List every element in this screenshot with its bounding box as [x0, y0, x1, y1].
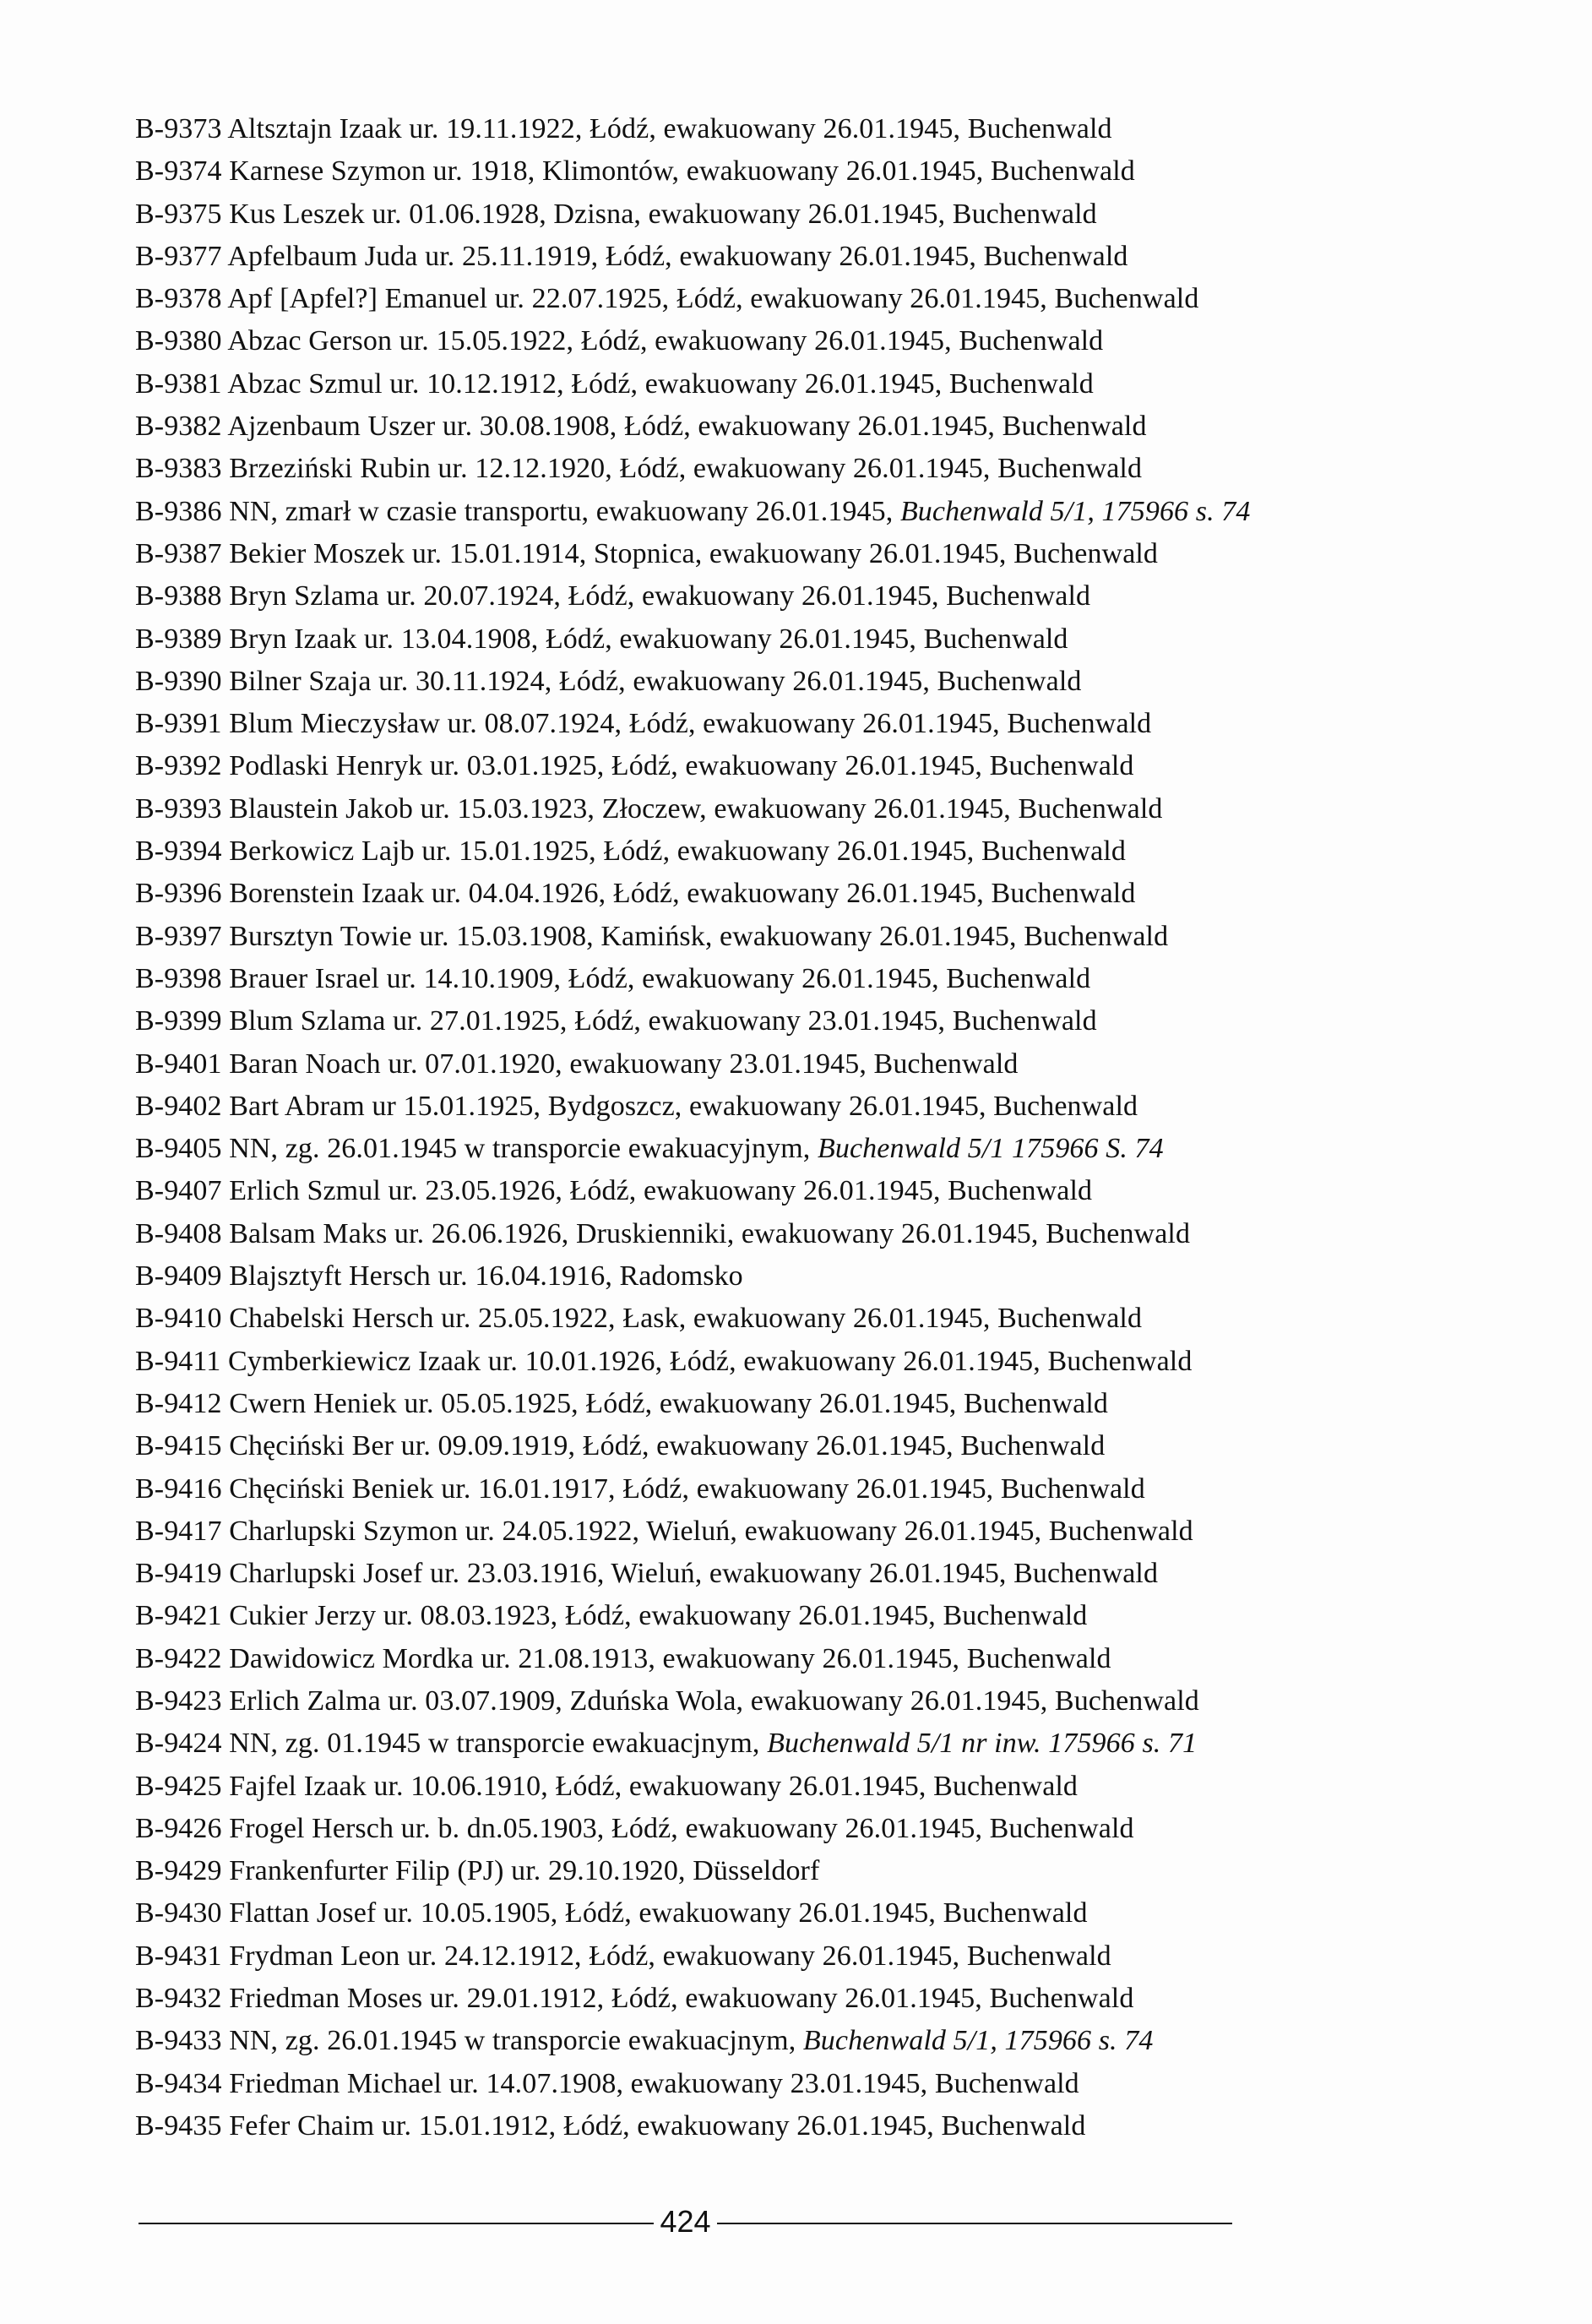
list-item	[135, 1808, 1503, 1850]
list-item	[135, 788, 1503, 830]
list-item	[135, 278, 1503, 320]
list-item	[135, 1170, 1503, 1212]
entry-text: B-9416 Chęciński Beniek ur. 16.01.1917, Łódź, ewakuowany 26.01.1945, Buchenwald	[135, 1472, 1145, 1505]
list-item	[135, 1128, 1503, 1170]
entry-text: B-9435 Fefer Chaim ur. 15.01.1912, Łódź, ewakuowany 26.01.1945, Buchenwald	[135, 2109, 1086, 2142]
list-item	[135, 193, 1503, 236]
list-item	[135, 108, 1503, 150]
list-item	[135, 1850, 1503, 1892]
list-item	[135, 1255, 1503, 1298]
list-item	[135, 405, 1503, 448]
list-item	[135, 363, 1503, 405]
list-item	[135, 1723, 1503, 1765]
list-item	[135, 1978, 1503, 2020]
list-item	[135, 2063, 1503, 2105]
list-item	[135, 1043, 1503, 1086]
list-item	[135, 703, 1503, 745]
entry-text: B-9375 Kus Leszek ur. 01.06.1928, Dzisna, ewakuowany 26.01.1945, Buchenwald	[135, 198, 1097, 230]
list-item	[135, 1680, 1503, 1723]
entry-text: B-9392 Podlaski Henryk ur. 03.01.1925, Łódź, ewakuowany 26.01.1945, Buchenwald	[135, 750, 1134, 782]
list-item	[135, 1935, 1503, 1978]
list-item	[135, 320, 1503, 362]
entry-text: B-9405 NN, zg. 26.01.1945 w transporcie ewakuacyjnym,	[135, 1133, 818, 1165]
list-item	[135, 491, 1503, 533]
entry-text: B-9383 Brzeziński Rubin ur. 12.12.1920, Łódź, ewakuowany 26.01.1945, Buchenwald	[135, 453, 1143, 485]
list-item	[135, 1425, 1503, 1467]
list-item	[135, 618, 1503, 661]
list-item	[135, 1510, 1503, 1553]
list-item	[135, 1553, 1503, 1595]
entry-text: B-9387 Bekier Moszek ur. 15.01.1914, Stopnica, ewakuowany 26.01.1945, Buchenwald	[135, 537, 1159, 569]
entry-text: B-9419 Charlupski Josef ur. 23.03.1916, Wieluń, ewakuowany 26.01.1945, Buchenwald	[135, 1558, 1159, 1590]
entry-text: B-9424 NN, zg. 01.1945 w transporcie ewakuacjnym,	[135, 1728, 768, 1760]
entry-text: B-9377 Apfelbaum Juda ur. 25.11.1919, Łódź, ewakuowany 26.01.1945, Buchenwald	[135, 240, 1128, 272]
entry-text: B-9432 Friedman Moses ur. 29.01.1912, Łódź, ewakuowany 26.01.1945, Buchenwald	[135, 1983, 1134, 2015]
list-item	[135, 2020, 1503, 2062]
list-item	[135, 533, 1503, 575]
footer-rule-left	[139, 2223, 654, 2224]
entry-text: B-9408 Balsam Maks ur. 26.06.1926, Druskienniki, ewakuowany 26.01.1945, Buchenwald	[135, 1217, 1191, 1249]
entry-text: B-9373 Altsztajn Izaak ur. 19.11.1922, Łódź, ewakuowany 26.01.1945, Buchenwald	[135, 113, 1112, 144]
entry-text: B-9430 Flattan Josef ur. 10.05.1905, Łódź, ewakuowany 26.01.1945, Buchenwald	[135, 1897, 1088, 1929]
entry-text: B-9386 NN, zmarł w czasie transportu, ewakuowany 26.01.1945,	[135, 495, 900, 527]
entry-text: B-9409 Blajsztyft Hersch ur. 16.04.1916, Radomsko	[135, 1260, 743, 1293]
list-item	[135, 1298, 1503, 1340]
list-item	[135, 1468, 1503, 1510]
entry-text: B-9389 Bryn Izaak ur. 13.04.1908, Łódź, ewakuowany 26.01.1945, Buchenwald	[135, 623, 1068, 655]
list-item	[135, 1213, 1503, 1255]
list-item	[135, 1341, 1503, 1383]
list-item	[135, 958, 1503, 1000]
list-item	[135, 873, 1503, 915]
entry-text: B-9425 Fajfel Izaak ur. 10.06.1910, Łódź, ewakuowany 26.01.1945, Buchenwald	[135, 1770, 1079, 1802]
entry-text: B-9374 Karnese Szymon ur. 1918, Klimontów, ewakuowany 26.01.1945, Buchenwald	[135, 155, 1135, 188]
entry-archive-reference: Buchenwald 5/1, 175966 s. 74	[802, 2025, 1154, 2057]
list-item	[135, 2105, 1503, 2147]
entry-text: B-9421 Cukier Jerzy ur. 08.03.1923, Łódź, ewakuowany 26.01.1945, Buchenwald	[135, 1600, 1088, 1632]
entry-text: B-9415 Chęciński Ber ur. 09.09.1919, Łódź, ewakuowany 26.01.1945, Buchenwald	[135, 1430, 1106, 1462]
list-item	[135, 745, 1503, 787]
entry-text: B-9429 Frankenfurter Filip (PJ) ur. 29.10.1920, Düsseldorf	[135, 1855, 820, 1887]
entry-text: B-9393 Blaustein Jakob ur. 15.03.1923, Złoczew, ewakuowany 26.01.1945, Buchenwald	[135, 792, 1163, 825]
entry-archive-reference: Buchenwald 5/1 nr inw. 175966 s. 71	[767, 1728, 1198, 1760]
list-item	[135, 1086, 1503, 1128]
entry-text: B-9378 Apf [Apfel?] Emanuel ur. 22.07.1925, Łódź, ewakuowany 26.01.1945, Buchenwald	[135, 283, 1199, 315]
entry-archive-reference: Buchenwald 5/1, 175966 s. 74	[899, 495, 1251, 527]
list-item	[135, 150, 1503, 193]
entry-text: B-9396 Borenstein Izaak ur. 04.04.1926, Łódź, ewakuowany 26.01.1945, Buchenwald	[135, 878, 1136, 910]
entry-text: B-9422 Dawidowicz Mordka ur. 21.08.1913, ewakuowany 26.01.1945, Buchenwald	[135, 1642, 1111, 1674]
list-item	[135, 830, 1503, 873]
entry-text: B-9394 Berkowicz Lajb ur. 15.01.1925, Łódź, ewakuowany 26.01.1945, Buchenwald	[135, 835, 1126, 868]
entry-text: B-9423 Erlich Zalma ur. 03.07.1909, Zduńska Wola, ewakuowany 26.01.1945, Buchenwald	[135, 1684, 1199, 1717]
entry-text: B-9402 Bart Abram ur 15.01.1925, Bydgoszcz, ewakuowany 26.01.1945, Buchenwald	[135, 1090, 1138, 1122]
list-item	[135, 236, 1503, 278]
entry-text: B-9433 NN, zg. 26.01.1945 w transporcie ewakuacjnym,	[135, 2025, 803, 2057]
entry-text: B-9382 Ajzenbaum Uszer ur. 30.08.1908, Łódź, ewakuowany 26.01.1945, Buchenwald	[135, 411, 1147, 443]
entry-text: B-9411 Cymberkiewicz Izaak ur. 10.01.1926, Łódź, ewakuowany 26.01.1945, Buchenwald	[135, 1345, 1193, 1377]
footer-rule-right	[717, 2223, 1232, 2224]
entry-text: B-9399 Blum Szlama ur. 27.01.1925, Łódź, ewakuowany 23.01.1945, Buchenwald	[135, 1005, 1097, 1037]
entry-text: B-9390 Bilner Szaja ur. 30.11.1924, Łódź, ewakuowany 26.01.1945, Buchenwald	[135, 665, 1082, 697]
page-number: 424	[660, 2204, 711, 2239]
entry-text: B-9397 Bursztyn Towie ur. 15.03.1908, Kamińsk, ewakuowany 26.01.1945, Buchenwald	[135, 920, 1169, 952]
entry-text: B-9426 Frogel Hersch ur. b. dn.05.1903, Łódź, ewakuowany 26.01.1945, Buchenwald	[135, 1812, 1134, 1844]
entry-text: B-9407 Erlich Szmul ur. 23.05.1926, Łódź, ewakuowany 26.01.1945, Buchenwald	[135, 1175, 1093, 1207]
list-item	[135, 916, 1503, 958]
entry-text: B-9398 Brauer Israel ur. 14.10.1909, Łódź, ewakuowany 26.01.1945, Buchenwald	[135, 962, 1091, 994]
list-item	[135, 448, 1503, 490]
list-item	[135, 1595, 1503, 1637]
list-item	[135, 1892, 1503, 1935]
entry-text: B-9434 Friedman Michael ur. 14.07.1908, ewakuowany 23.01.1945, Buchenwald	[135, 2067, 1079, 2099]
list-item	[135, 1766, 1503, 1808]
entry-text: B-9391 Blum Mieczysław ur. 08.07.1924, Łódź, ewakuowany 26.01.1945, Buchenwald	[135, 708, 1152, 740]
list-item	[135, 1000, 1503, 1042]
page-footer	[139, 2201, 1232, 2243]
entry-text: B-9410 Chabelski Hersch ur. 25.05.1922, Łask, ewakuowany 26.01.1945, Buchenwald	[135, 1303, 1143, 1335]
list-item	[135, 1383, 1503, 1425]
entry-text: B-9412 Cwern Heniek ur. 05.05.1925, Łódź, ewakuowany 26.01.1945, Buchenwald	[135, 1387, 1108, 1419]
list-item	[135, 575, 1503, 618]
entry-list	[135, 108, 1503, 2147]
list-item	[135, 661, 1503, 703]
list-item	[135, 1638, 1503, 1680]
entry-text: B-9401 Baran Noach ur. 07.01.1920, ewakuowany 23.01.1945, Buchenwald	[135, 1048, 1019, 1080]
entry-text: B-9380 Abzac Gerson ur. 15.05.1922, Łódź, ewakuowany 26.01.1945, Buchenwald	[135, 325, 1104, 357]
entry-archive-reference: Buchenwald 5/1 175966 S. 74	[818, 1133, 1164, 1165]
entry-text: B-9417 Charlupski Szymon ur. 24.05.1922, Wieluń, ewakuowany 26.01.1945, Buchenwald	[135, 1515, 1193, 1547]
entry-text: B-9388 Bryn Szlama ur. 20.07.1924, Łódź, ewakuowany 26.01.1945, Buchenwald	[135, 580, 1091, 612]
entry-text: B-9381 Abzac Szmul ur. 10.12.1912, Łódź, ewakuowany 26.01.1945, Buchenwald	[135, 367, 1094, 400]
entry-text: B-9431 Frydman Leon ur. 24.12.1912, Łódź, ewakuowany 26.01.1945, Buchenwald	[135, 1940, 1111, 1972]
